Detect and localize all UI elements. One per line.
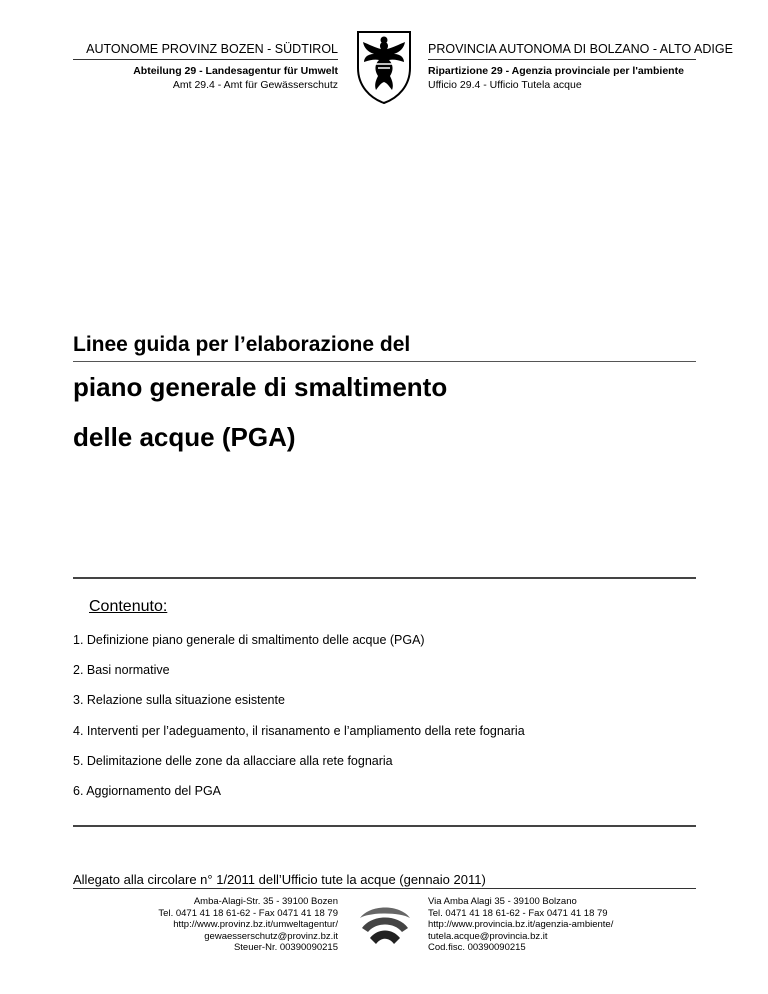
footer-rule	[73, 888, 696, 889]
header-left-block	[133, 64, 338, 92]
contents-heading: Contenuto:	[89, 598, 168, 615]
footer-right-email: tutela.acque@provincia.bz.it	[428, 930, 548, 942]
contents-bottom-rule	[73, 825, 696, 827]
header-left-title: AUTONOME PROVINZ BOZEN - SÜDTIROL	[86, 42, 338, 56]
footer-right-phone: Tel. 0471 41 18 61-62 - Fax 0471 41 18 79	[428, 907, 608, 919]
contents-item: 4. Interventi per l’adeguamento, il risanamento e l’ampliamento della rete fognaria	[73, 724, 525, 738]
contents-item: 6. Aggiornamento del PGA	[73, 784, 222, 798]
footer-left-email: gewaesserschutz@provinz.bz.it	[204, 930, 338, 942]
footer-right	[428, 896, 613, 954]
contents-item: 1. Definizione piano generale di smaltimento delle acque (PGA)	[73, 633, 425, 647]
header-left-office: Amt 29.4 - Amt für Gewässerschutz	[172, 79, 338, 91]
footer-left-phone: Tel. 0471 41 18 61-62 - Fax 0471 41 18 79	[158, 907, 338, 919]
footer-left-taxid: Steuer-Nr. 00390090215	[233, 942, 338, 953]
title-line-1: Linee guida per l’elaborazione del	[73, 333, 411, 356]
footer-left	[158, 896, 338, 954]
title-line-2: piano generale di smaltimento	[73, 372, 448, 402]
header-right-title: PROVINCIA AUTONOMA DI BOLZANO - ALTO ADIGE	[428, 42, 733, 56]
footer-right-address: Via Amba Alagi 35 - 39100 Bolzano	[428, 896, 577, 907]
footer-left-url: http://www.provinz.bz.it/umweltagentur/	[173, 919, 338, 930]
footer-left-address: Amba-Alagi-Str. 35 - 39100 Bozen	[193, 896, 338, 907]
header-right-rule	[428, 59, 696, 60]
header-right-office: Ufficio 29.4 - Ufficio Tutela acque	[428, 79, 582, 91]
allegato-note: Allegato alla circolare n° 1/2011 dell’Ufficio tute la acque (gennaio 2011)	[73, 872, 486, 887]
header-right-dept: Ripartizione 29 - Agenzia provinciale per l'ambiente	[428, 65, 684, 77]
title-line-3: delle acque (PGA)	[73, 422, 296, 452]
agency-logo-icon	[356, 898, 414, 948]
contents-item: 5. Delimitazione delle zone da allacciare alla rete fognaria	[73, 754, 393, 768]
contents-item: 2. Basi normative	[73, 663, 170, 677]
title-rule	[73, 361, 696, 362]
header-left-dept: Abteilung 29 - Landesagentur für Umwelt	[133, 65, 338, 77]
contents-item: 3. Relazione sulla situazione esistente	[73, 693, 285, 707]
contents-top-rule	[73, 577, 696, 579]
header-right-block	[428, 64, 684, 92]
footer-right-url: http://www.provincia.bz.it/agenzia-ambiente/	[428, 919, 614, 930]
footer-right-taxid: Cod.fisc. 00390090215	[428, 942, 526, 953]
header-left-rule	[73, 59, 338, 60]
eagle-coat-of-arms-icon	[352, 28, 416, 104]
